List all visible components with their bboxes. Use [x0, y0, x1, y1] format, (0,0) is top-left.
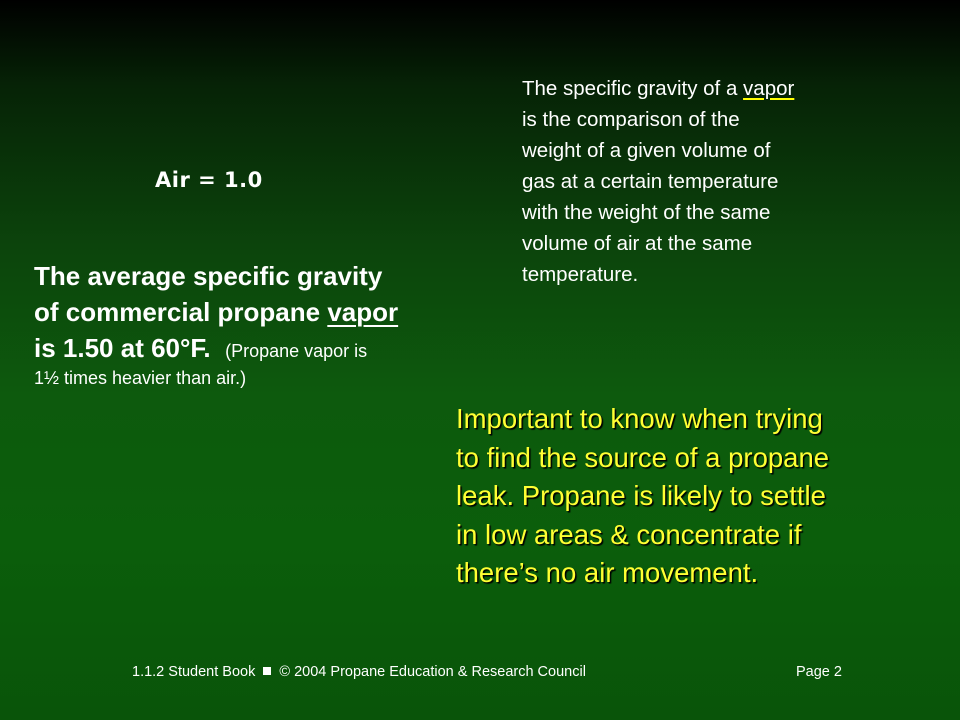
average-line: of commercial propane vapor: [34, 297, 399, 327]
definition-line: gas at a certain temperature: [522, 170, 779, 193]
important-line: leak. Propane is likely to settle: [456, 480, 826, 511]
definition-line: temperature.: [522, 263, 639, 286]
parenthetical-note: 1½ times heavier than air.): [34, 368, 247, 388]
definition-line: volume of air at the same: [522, 232, 753, 255]
important-line: to find the source of a propane: [456, 441, 830, 473]
important-line: Important to know when trying: [456, 403, 823, 434]
page-number: Page 2: [796, 664, 842, 680]
specific-gravity-definition: [522, 73, 892, 290]
vapor-underlined-term: vapor: [327, 297, 399, 327]
important-note: [456, 400, 926, 593]
footer-copyright: 1.1.2 Student Book © 2004 Propane Education & Research Council: [132, 664, 586, 680]
parenthetical-note: (Propane vapor is: [225, 341, 368, 361]
definition-line: is the comparison of the: [522, 108, 740, 131]
definition-line: The specific gravity of a vapor: [522, 77, 795, 100]
vapor-underlined-term: vapor: [743, 77, 795, 100]
average-line: The average specific gravity: [34, 261, 383, 291]
important-line: in low areas & concentrate if: [456, 518, 802, 550]
average-line: is 1.50 at 60°F. (Propane vapor is: [34, 333, 368, 363]
average-specific-gravity-statement: [34, 258, 494, 390]
important-line: there’s no air movement.: [456, 557, 759, 588]
definition-line: weight of a given volume of: [522, 139, 771, 162]
air-reference-label: Air = 1.0: [155, 168, 263, 192]
definition-line: with the weight of the same: [522, 201, 771, 224]
square-bullet-icon: [263, 667, 271, 675]
